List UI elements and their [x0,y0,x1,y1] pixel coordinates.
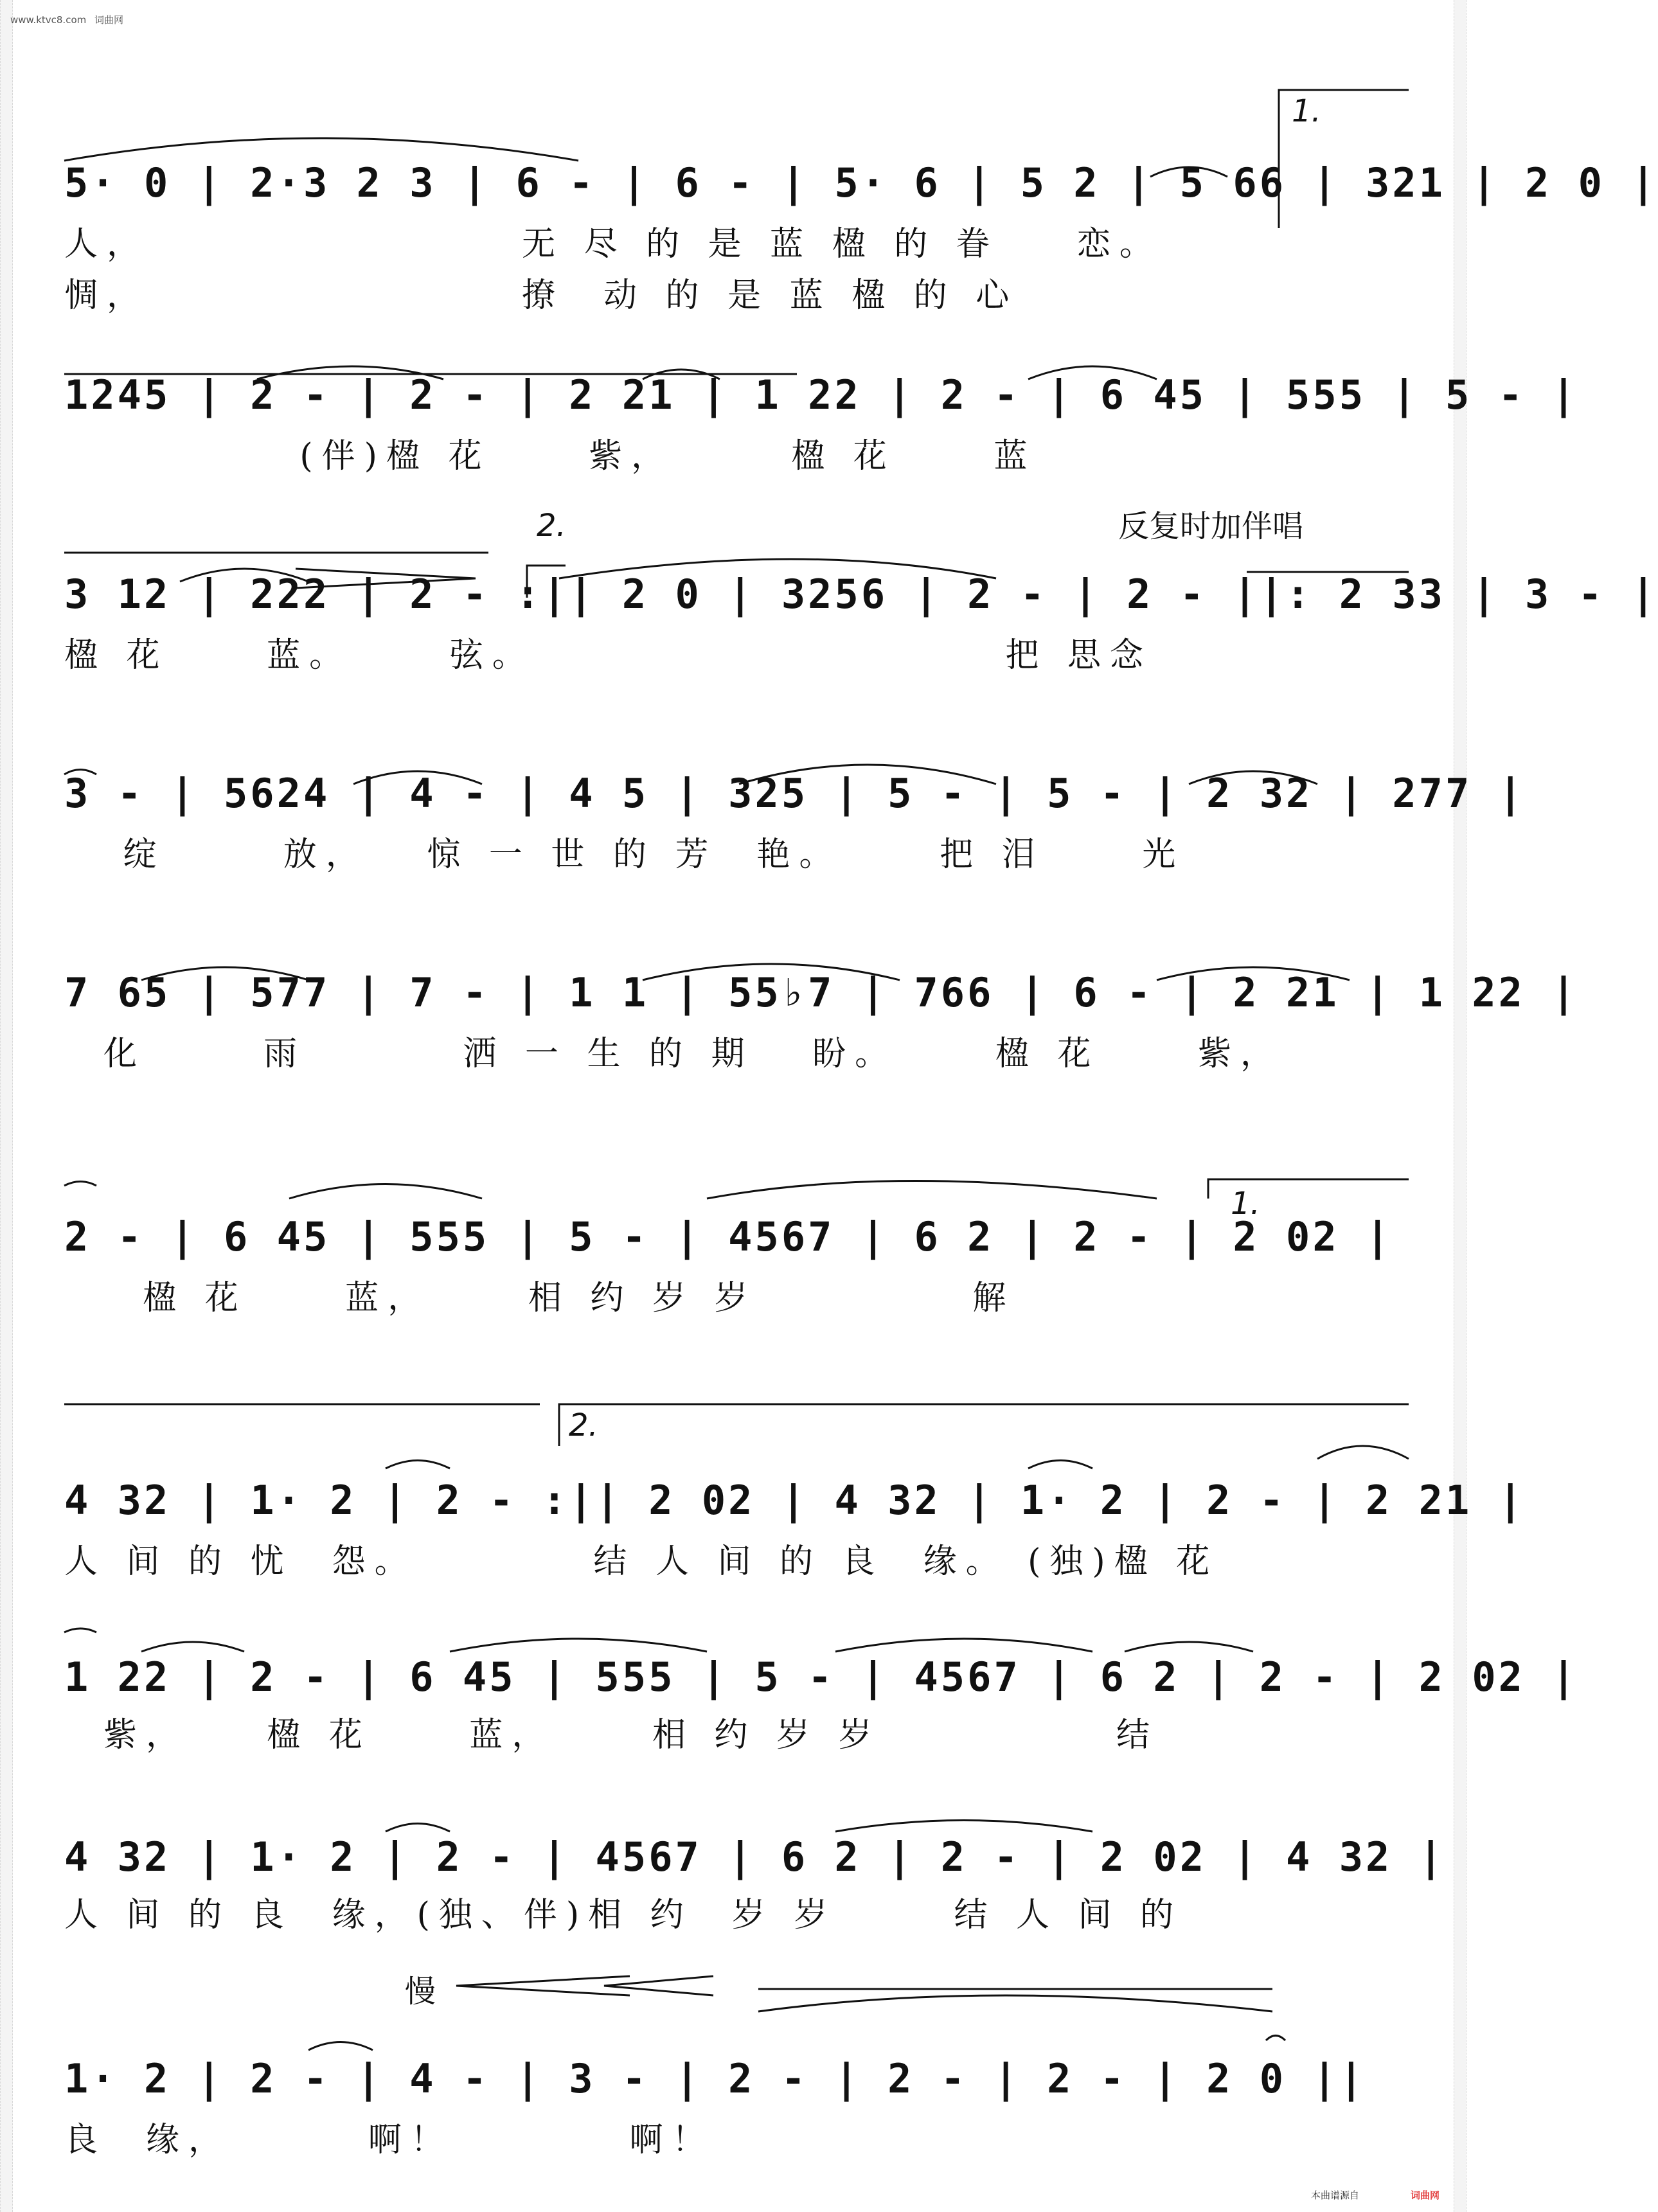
score-system-2 [64,302,1578,495]
jianpu-notes: 4 32 | 1· 2 | 2 - :|| 2 02 | 4 32 | 1· 2 | 2 - | 2 21 | [64,1477,1525,1524]
slurs-and-brackets [64,1362,1409,1555]
score-system-4 [64,700,1525,893]
jianpu-notes: 3 - | 5624 | 4 - | 4 5 | 325 | 5 - | 5 - | 2 32 | 277 | [64,770,1525,817]
lyric-verse-1: 良 缘， 啊！ 啊！ [64,2121,715,2159]
score-system-9 [64,1780,1446,1973]
jianpu-notes: 5· 0 | 2·3 2 3 | 6 - | 6 - | 5· 6 | 5 2 | 5 66 | 321 | 2 0 | [64,159,1658,206]
score-system-8 [64,1607,1578,1799]
score-system-5 [64,900,1578,1093]
right-page-edge [1454,0,1466,2212]
score-system-10 [64,1967,1409,2159]
lyric-verse-1: 楹 花 蓝。 弦。 把 思念 [64,636,1153,675]
volta-2-label: 2. [569,1407,598,1443]
lyric-verse-2: 惆， 撩 动 的 是 蓝 楹 的 心 [64,276,1019,315]
lyric-verse-1: 人 间 的 忧 怨。 结 人 间 的 良 缘。 (独)楹 花 [64,1542,1219,1581]
jianpu-notes: 4 32 | 1· 2 | 2 - | 4567 | 6 2 | 2 - | 2 02 | 4 32 | [64,1833,1446,1880]
score-system-1 [64,90,1658,315]
jianpu-notes: 1245 | 2 - | 2 - | 2 21 | 1 22 | 2 - | 6 45 | 555 | 5 - | [64,371,1578,418]
repeat-instruction: 反复时加伴唱 [1118,508,1304,544]
tempo-marking: 慢 [405,1974,436,2010]
site-name: 词曲网 [94,14,124,26]
lyric-verse-1: 人 间 的 良 缘，(独、伴)相 约 岁 岁 结 人 间 的 [64,1896,1183,1934]
lyric-verse-1: 楹 花 蓝， 相 约 岁 岁 解 [64,1279,1015,1317]
volta-1-label: 1. [1231,1186,1260,1222]
score-system-7 [64,1362,1525,1581]
site-header [10,13,129,26]
jianpu-notes: 2 - | 6 45 | 555 | 5 - | 4567 | 6 2 | 2 - | 2 02 | [64,1213,1393,1260]
jianpu-notes: 3 12 | 222 | 2 - :|| 2 0 | 3256 | 2 - | 2 - ||: 2 33 | 3 - | [64,571,1658,618]
lyric-verse-1: (伴)楹 花 紫， 楹 花 蓝 [64,437,1037,476]
jianpu-notes: 1 22 | 2 - | 6 45 | 555 | 5 - | 4567 | 6 2 | 2 - | 2 02 | [64,1654,1578,1700]
lyric-verse-1: 绽 放， 惊 一 世 的 芳 艳。 把 泪 光 [64,835,1185,874]
lyric-verse-1: 紫， 楹 花 蓝， 相 约 岁 岁 结 [64,1716,1159,1754]
jianpu-notes: 7 65 | 577 | 7 - | 1 1 | 55♭7 | 766 | 6 - | 2 21 | 1 22 | [64,969,1578,1016]
brand-logo[interactable]: 词曲网 [1411,2190,1440,2201]
site-url[interactable]: www.ktvc8.com [10,14,87,26]
volta-2-label: 2. [537,508,566,544]
lyric-verse-1: 化 雨 洒 一 生 的 期 盼。 楹 花 紫， [64,1035,1283,1073]
source-note: 本曲谱源自 [1311,2190,1360,2201]
left-page-edge [0,0,13,2212]
jianpu-notes: 1· 2 | 2 - | 4 - | 3 - | 2 - | 2 - | 2 - | 2 0 || [64,2055,1366,2102]
slurs-and-brackets [64,1607,1409,1799]
score-system-3 [64,501,1658,694]
score-system-6 [64,1118,1409,1317]
lyric-verse-1: 人， 无 尽 的 是 蓝 楹 的 眷 恋。 [64,225,1162,263]
volta-1-label: 1. [1292,93,1321,129]
